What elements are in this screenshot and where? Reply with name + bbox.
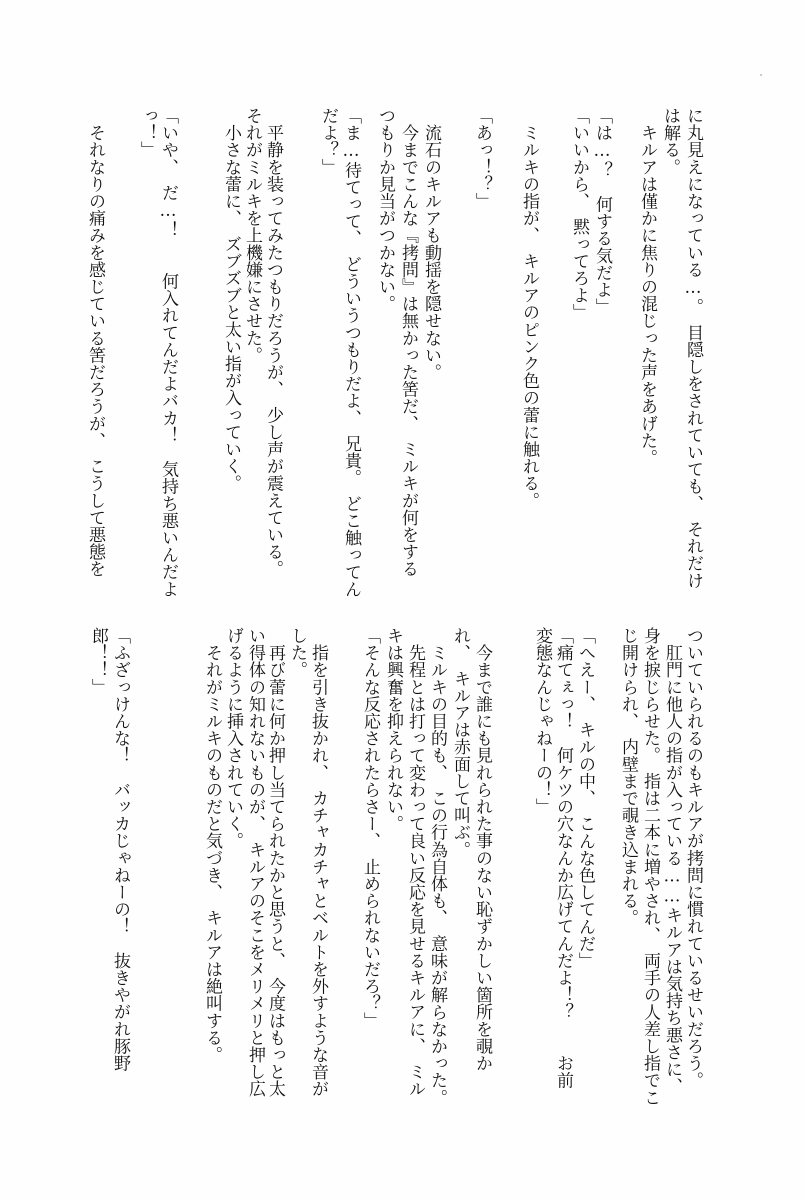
text-column: 先程とは打って変わって良い反応を見せるキルアに、 ミル <box>405 627 425 1098</box>
text-column: 身を捩じらせた。 指は二本に増やされ、 両手の人差し指でこ <box>640 627 660 1106</box>
text-column: 「ふざっけんな！ バッカじゃねーの！ 抜きやがれ豚野 <box>110 627 130 1072</box>
text-column: それなりの痛みを感じている筈だろうが、 こうして悪態を <box>85 107 105 578</box>
text-column: げるように挿入されていく。 <box>223 627 243 850</box>
text-column: れ、 キルアは赤面して叫ぶ。 <box>450 627 470 858</box>
text-column: 小さな蕾に、 ズブズブと太い指が入っていく。 <box>221 107 241 492</box>
text-column: じ開けられ、 内壁まで覗き込まれる。 <box>618 627 638 927</box>
text-column: 平静を装ってみたつもりだろうが、 少し声が震えている。 <box>263 107 283 578</box>
text-column: それがミルキを上機嫌にさせた。 <box>242 107 262 364</box>
text-column: 「痛てぇっ！ 何ケツの穴なんか広げてんだよ！？ お前 <box>553 627 573 1089</box>
text-column: 「へえー、 キルの中、 こんな色してんだ」 <box>575 627 595 970</box>
text-column: に丸見えになっている…。 目隠しをされていても、 それだけ <box>683 107 703 589</box>
text-column: 「いいから、 黙ってろよ」 <box>569 107 589 321</box>
text-column: 指を引き抜かれ、 カチャカチャとベルトを外すような音が <box>308 627 328 1098</box>
text-column: した。 <box>287 627 307 679</box>
text-column: 変態なんじゃねーの！」 <box>532 627 552 816</box>
text-column: 「は…？ 何する気だよ」 <box>592 107 612 316</box>
text-column: っ！」 <box>137 107 157 159</box>
text-column: ミルキの目的も、 この行為自体も、 意味が解らなかった。 <box>427 627 447 1106</box>
text-column: ミルキの指が、 キルアのピンク色の蕾に触れる。 <box>519 107 539 509</box>
text-column: だよ？」 <box>318 107 338 176</box>
text-column: つもりか見当がつかない。 <box>375 107 395 313</box>
text-column: 今まで誰にも見れられた事のない恥ずかしい箇所を覗か <box>472 627 492 1072</box>
text-column: キルアは僅かに焦りの混じった声をあげた。 <box>637 107 657 467</box>
text-column: 郎！！」 <box>88 627 108 696</box>
text-column: 肛門に他人の指が入っている……キルアは気持ち悪さに、 <box>662 627 682 1095</box>
text-column: ついていられるのもキルアが拷問に慣れているせいだろう。 <box>683 627 703 1089</box>
text-column: は解る。 <box>660 107 680 176</box>
text-column: 「そんな反応されたらさー、 止められないだろ？」 <box>360 627 380 1029</box>
text-column: それがミルキのものだと気づき、 キルアは絶叫する。 <box>202 627 222 1064</box>
text-column: い得体の知れないものが、 キルアのそこをメリメリと押し広 <box>245 627 265 1098</box>
text-column: 流石のキルアも動揺を隠せない。 <box>421 107 441 381</box>
text-column: 再び蕾に何か押し当てられたかと思うと、 今度はもっと太 <box>265 627 285 1098</box>
text-column: 「ま…待てって、 どういうつもりだよ、 兄貴。 どこ触ってん <box>341 107 361 598</box>
text-column: 「いや、 だ…！ 何入れてんだよバカ！ 気持ち悪いんだよ <box>158 107 178 598</box>
text-column: キは興奮を抑えられない。 <box>383 627 403 833</box>
text-column: 今までこんな『拷問』は無かった筈だ、 ミルキが何をする <box>398 107 418 578</box>
text-column: 「あっ！？」 <box>472 107 492 210</box>
